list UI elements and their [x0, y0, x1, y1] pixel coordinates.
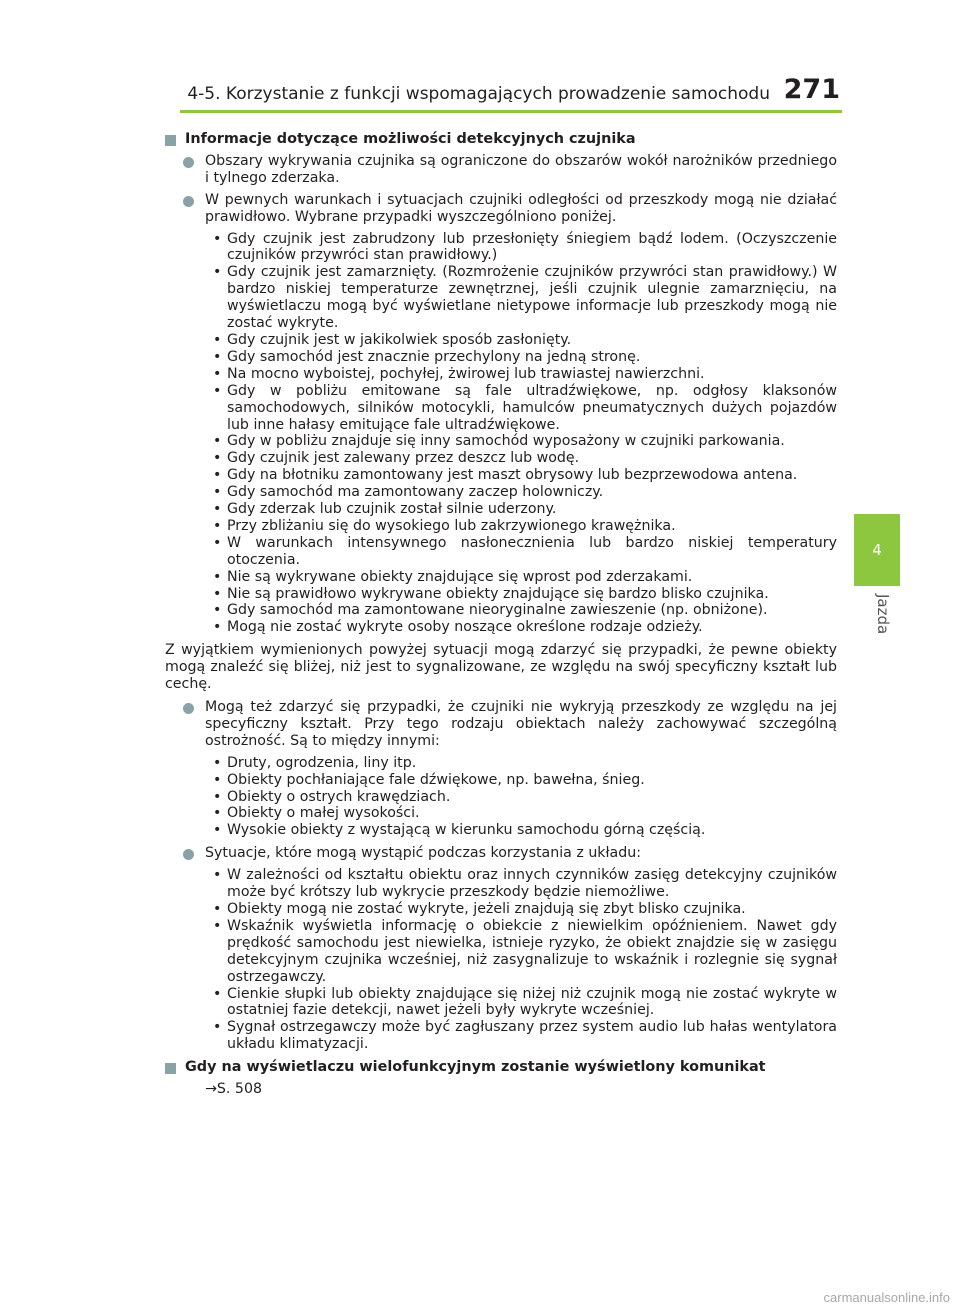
list-item: • Cienkie słupki lub obiekty znajdujące się niżej niż czujnik mogą nie zostać wykryte w ostatniej fazie detekcji, nawet jeżeli były wykryte wcześniej.: [213, 985, 837, 1019]
bullet-dot-icon: •: [213, 805, 222, 822]
bullet-dot-icon: •: [213, 1019, 222, 1036]
list-item: • Gdy samochód ma zamontowane nieoryginalne zawieszenie (np. obniżone).: [213, 602, 768, 619]
info-paragraph: [165, 845, 837, 862]
bullet-dot-icon: •: [213, 822, 222, 839]
paragraph-text: Mogą też zdarzyć się przypadki, że czujniki nie wykryją przeszkody ze względu na jej specyficzny kształt. Przy tego rodzaju obiektach należy zachowywać szczególną ostrożność. Są to między innymi:: [205, 699, 837, 749]
object-list: [165, 755, 837, 840]
bullet-dot-icon: •: [213, 534, 222, 551]
bullet-dot-icon: •: [213, 433, 222, 450]
bullet-dot-icon: •: [213, 382, 222, 399]
list-item: • Druty, ogrodzenia, liny itp.: [213, 754, 417, 771]
bullet-dot-icon: •: [213, 917, 222, 934]
bullet-dot-icon: •: [213, 501, 222, 518]
bullet-dot-icon: •: [213, 484, 222, 501]
watermark: carmanualsonline.info: [823, 1290, 950, 1305]
bullet-dot-icon: •: [213, 602, 222, 619]
bullet-dot-icon: •: [213, 467, 222, 484]
bullet-dot-icon: •: [213, 771, 222, 788]
chapter-title: 4-5. Korzystanie z funkcji wspomagających prowadzenie samochodu: [187, 84, 770, 104]
circle-bullet-icon: [183, 157, 194, 168]
list-item: • Mogą nie zostać wykryte osoby noszące określone rodzaje odzieży.: [213, 619, 703, 636]
chapter-tab[interactable]: 4: [854, 514, 900, 586]
header-rule: [180, 110, 842, 113]
page-number: 271: [783, 74, 840, 105]
list-item: • Obiekty o małej wysokości.: [213, 805, 420, 822]
info-paragraph: [165, 192, 837, 226]
list-item: • Gdy czujnik jest w jakikolwiek sposób zasłonięty.: [213, 331, 572, 348]
bullet-dot-icon: •: [213, 264, 222, 281]
list-item: • W warunkach intensywnego nasłonecznienia lub bardzo niskiej temperatury otoczenia.: [213, 534, 837, 568]
list-item: • Gdy w pobliżu emitowane są fale ultradźwiękowe, np. odgłosy klaksonów samochodowych, silników motocykli, hamulców pneumatycznych dużych pojazdów lub inne hałasy emitujące fale ultradźwiękowe.: [213, 382, 837, 433]
circle-bullet-icon: [183, 196, 194, 207]
situation-list: [165, 867, 837, 1053]
bullet-dot-icon: •: [213, 230, 222, 247]
square-bullet-icon: [165, 135, 176, 146]
circle-bullet-icon: [183, 703, 194, 714]
section-heading-message: [165, 1059, 837, 1076]
bullet-dot-icon: •: [213, 754, 222, 771]
list-item: • Gdy czujnik jest zalewany przez deszcz lub wodę.: [213, 450, 580, 467]
bullet-dot-icon: •: [213, 365, 222, 382]
bullet-dot-icon: •: [213, 517, 222, 534]
square-bullet-icon: [165, 1063, 176, 1074]
chapter-tab-label: Jazda: [874, 594, 892, 635]
list-item: • Gdy w pobliżu znajduje się inny samochód wyposażony w czujniki parkowania.: [213, 433, 785, 450]
bullet-dot-icon: •: [213, 985, 222, 1002]
section-heading-text: Gdy na wyświetlaczu wielofunkcyjnym zostanie wyświetlony komunikat: [185, 1059, 766, 1076]
bullet-dot-icon: •: [213, 450, 222, 467]
page-content: [165, 131, 837, 1098]
list-item: • Obiekty mogą nie zostać wykryte, jeżeli znajdują się zbyt blisko czujnika.: [213, 900, 746, 917]
bullet-dot-icon: •: [213, 348, 222, 365]
page-reference-link[interactable]: →S. 508: [205, 1081, 262, 1098]
paragraph-text: W pewnych warunkach i sytuacjach czujniki odległości od przeszkody mogą nie działać prawidłowo. Wybrane przypadki wyszczególniono poniżej.: [205, 191, 837, 225]
page-header: [0, 0, 960, 120]
list-item: • Sygnał ostrzegawczy może być zagłuszany przez system audio lub hałas wentylatora układu klimatyzacji.: [213, 1019, 837, 1053]
list-item: • Nie są prawidłowo wykrywane obiekty znajdujące się bardzo blisko czujnika.: [213, 585, 769, 602]
info-paragraph: [165, 153, 837, 187]
bullet-dot-icon: •: [213, 900, 222, 917]
list-item: • Nie są wykrywane obiekty znajdujące się wprost pod zderzakami.: [213, 568, 693, 585]
paragraph-text: Obszary wykrywania czujnika są ograniczone do obszarów wokół narożników przedniego i tylnego zderzaka.: [205, 152, 837, 186]
list-item: • Gdy zderzak lub czujnik został silnie uderzony.: [213, 501, 557, 518]
circle-bullet-icon: [183, 849, 194, 860]
bullet-dot-icon: •: [213, 331, 222, 348]
condition-list: [165, 231, 837, 637]
list-item: • Gdy na błotniku zamontowany jest maszt obrysowy lub bezprzewodowa antena.: [213, 467, 798, 484]
paragraph-text: Sytuacje, które mogą wystąpić podczas korzystania z układu:: [205, 845, 642, 862]
list-item: • Wysokie obiekty z wystającą w kierunku samochodu górną częścią.: [213, 822, 706, 839]
note-paragraph: Z wyjątkiem wymienionych powyżej sytuacji mogą zdarzyć się przypadki, że pewne obiekty mogą znaleźć się bliżej, niż jest to sygnalizowane, ze względu na swój specyficzny kształt lub cechę.: [165, 642, 837, 693]
list-item: • Przy zbliżaniu się do wysokiego lub zakrzywionego krawężnika.: [213, 517, 676, 534]
list-item: • Obiekty pochłaniające fale dźwiękowe, np. bawełna, śnieg.: [213, 771, 645, 788]
list-item: • Gdy samochód ma zamontowany zaczep holowniczy.: [213, 484, 604, 501]
bullet-dot-icon: •: [213, 619, 222, 636]
bullet-dot-icon: •: [213, 788, 222, 805]
list-item: • Gdy samochód jest znacznie przechylony na jedną stronę.: [213, 348, 641, 365]
section-heading-text: Informacje dotyczące możliwości detekcyjnych czujnika: [185, 131, 636, 147]
list-item: • Wskaźnik wyświetla informację o obiekcie z niewielkim opóźnieniem. Nawet gdy prędkość samochodu jest niewielka, istnieje ryzyko, że obiekt znajdzie się w zasięgu detekcyjnym czujnika wcześniej, niż zasygnalizuje to wskaźnik i rozlegnie się sygnał ostrzegawczy.: [213, 917, 837, 985]
bullet-dot-icon: •: [213, 867, 222, 884]
bullet-dot-icon: •: [213, 585, 222, 602]
list-item: • Na mocno wyboistej, pochyłej, żwirowej lub trawiastej nawierzchni.: [213, 365, 705, 382]
list-item: • Obiekty o ostrych krawędziach.: [213, 788, 451, 805]
list-item: • Gdy czujnik jest zabrudzony lub przesłonięty śniegiem bądź lodem. (Oczyszczenie czujników przywróci stan prawidłowy.): [213, 230, 837, 264]
list-item: • W zależności od kształtu obiektu oraz innych czynników zasięg detekcyjny czujników może być krótszy lub wykrycie przeszkody będzie niemożliwe.: [213, 867, 837, 901]
list-item: • Gdy czujnik jest zamarznięty. (Rozmrożenie czujników przywróci stan prawidłowy.) W bardzo niskiej temperaturze zewnętrznej, jeśli czujnik ulegnie zamarznięciu, na wyświetlaczu mogą być wyświetlane nietypowe informacje lub przeszkody mogą nie zostać wykryte.: [213, 264, 837, 332]
section-heading-sensor-info: [165, 131, 837, 148]
bullet-dot-icon: •: [213, 568, 222, 585]
info-paragraph: [165, 699, 837, 750]
